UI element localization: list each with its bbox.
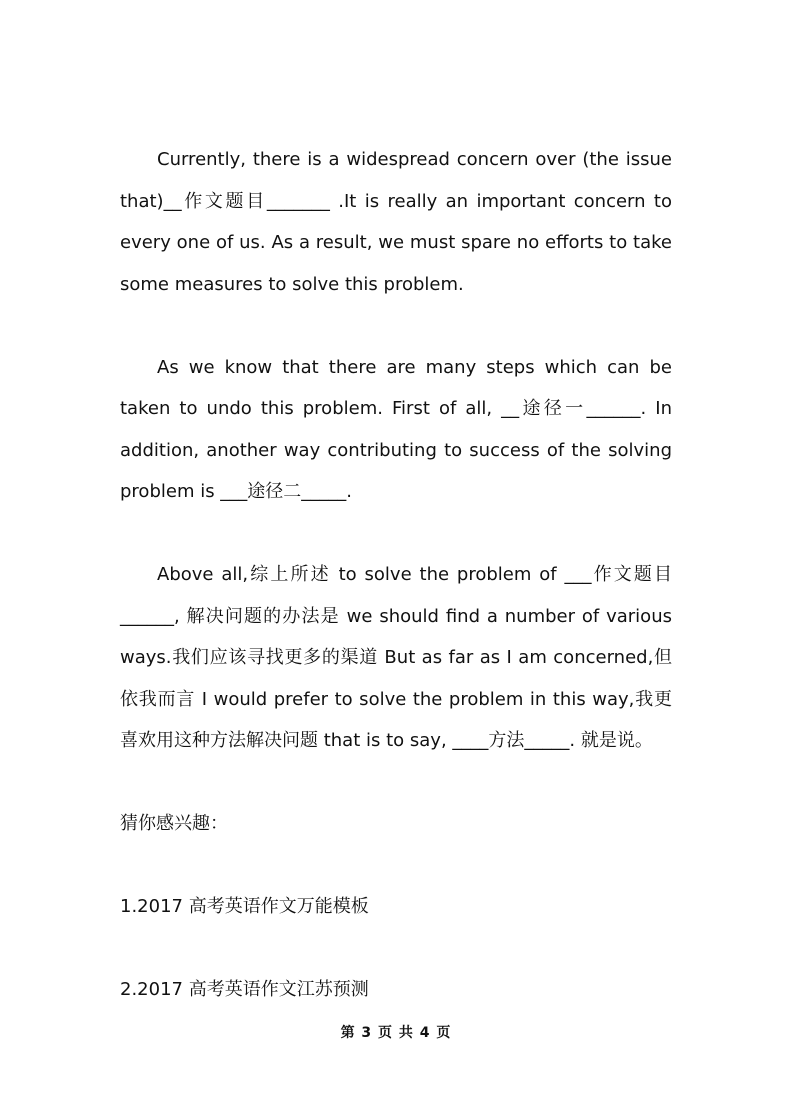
related-link-1[interactable]: 1.2017 高考英语作文万能模板 <box>120 896 369 917</box>
paragraph-spacer <box>120 305 672 347</box>
page-number-footer: 第 3 页 共 4 页 <box>340 1025 452 1041</box>
related-link-2[interactable]: 2.2017 高考英语作文江苏预测 <box>120 979 369 1000</box>
paragraph-spacer <box>120 845 672 887</box>
paragraph-steps: As we know that there are many steps which can be taken to undo this problem. First of all, __途径一______. In addition, another way contributing to success of the solving problem is ___途径二_____. <box>120 356 672 502</box>
paragraph-spacer <box>120 762 672 804</box>
paragraph-intro: Currently, there is a widespread concern over (the issue that)__作文题目_______ .It is really an important concern to every one of us. As a result, we must spare no efforts to take some measures to solve this problem. <box>120 149 672 295</box>
paragraph-conclusion: Above all,综上所述 to solve the problem of ___作文题目______, 解决问题的办法是 we should find a number of various ways.我们应该寻找更多的渠道 But as far as I am concerned,但依我而言 I would prefer to solve the problem in this way,我更喜欢用这种方法解决问题 that is to say, ____方法_____. 就是说。 <box>120 564 672 751</box>
related-heading: 猜你感兴趣： <box>120 813 228 834</box>
document-body <box>120 139 672 1011</box>
paragraph-spacer <box>120 928 672 970</box>
paragraph-spacer <box>120 513 672 555</box>
